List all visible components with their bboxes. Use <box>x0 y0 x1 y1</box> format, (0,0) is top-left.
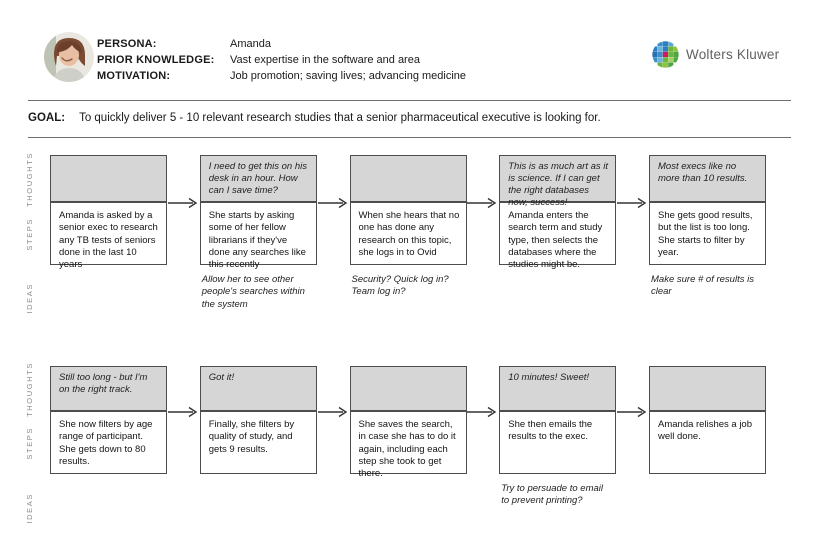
idea-text: Try to persuade to email to prevent printing? <box>501 483 603 507</box>
step-box <box>200 203 317 271</box>
thought-box <box>50 366 167 412</box>
thought-box <box>350 155 467 203</box>
row2-ideas-label: IDEAS <box>24 492 34 524</box>
prior-knowledge-row <box>97 52 420 68</box>
arrow-right-icon <box>466 196 499 208</box>
arrow-right-icon <box>317 405 350 417</box>
motivation-label: MOTIVATION: <box>97 70 171 82</box>
persona-avatar-image <box>44 32 94 82</box>
step-text: Finally, she filters by quality of study, and gets 9 results. <box>208 419 295 455</box>
thought-box <box>350 366 467 412</box>
journey-step-5 <box>649 155 766 311</box>
thought-box <box>200 155 317 203</box>
prior-knowledge-value: Vast expertise in the software and area <box>230 54 420 66</box>
idea-text: Security? Quick log in? Team log in? <box>351 274 449 298</box>
step-box <box>649 203 766 265</box>
step-text: Amanda is asked by a senior exec to research any TB tests of seniors done in the last 10 years <box>59 210 158 271</box>
step-text: She saves the search, in case she has to do it again, including each step she took to get there. <box>358 419 456 480</box>
persona-label: PERSONA: <box>97 38 157 50</box>
journey-row-2 <box>50 366 766 508</box>
step-text: Amanda enters the search term and study type, then selects the databases where the studies might be. <box>508 210 603 271</box>
journey-step-6 <box>50 366 167 508</box>
step-box <box>499 412 616 474</box>
divider-top <box>28 100 791 101</box>
wolters-kluwer-logo <box>652 41 779 68</box>
journey-step-3 <box>350 155 467 311</box>
step-box <box>50 412 167 474</box>
motivation-row <box>97 68 466 84</box>
step-text: Amanda relishes a job well done. <box>658 419 752 443</box>
journey-step-7 <box>200 366 317 508</box>
thought-text: This is as much art as it is science. If I can get the right databases now, success! <box>508 161 609 209</box>
journey-step-2 <box>200 155 317 311</box>
goal-label: GOAL: <box>28 112 66 124</box>
idea-text: Make sure # of results is clear <box>651 274 754 298</box>
arrow-right-icon <box>616 405 649 417</box>
row2-steps-label: STEPS <box>24 426 34 460</box>
arrow-right-icon <box>466 405 499 417</box>
divider-bottom <box>28 137 791 138</box>
step-box <box>50 203 167 271</box>
thought-text: Got it! <box>208 372 235 383</box>
row1-ideas-label: IDEAS <box>24 282 34 314</box>
wolters-kluwer-logo-text: Wolters Kluwer <box>686 47 780 62</box>
step-box <box>200 412 317 474</box>
step-text: She then emails the results to the exec. <box>508 419 593 443</box>
thought-text: Still too long - but I'm on the right track. <box>59 372 148 396</box>
wolters-kluwer-logo-icon <box>652 41 679 68</box>
step-text: She starts by asking some of her fellow librarians if they've done any searches like this recently <box>208 210 306 271</box>
thought-text: 10 minutes! Sweet! <box>508 372 590 383</box>
step-box <box>350 203 467 265</box>
step-box <box>649 412 766 474</box>
journey-step-10 <box>649 366 766 508</box>
thought-box <box>649 155 766 203</box>
arrow-right-icon <box>317 196 350 208</box>
persona-row <box>97 36 271 52</box>
goal <box>28 112 601 124</box>
arrow-right-icon <box>167 405 200 417</box>
thought-text: Most execs like no more than 10 results. <box>658 161 748 185</box>
thought-box <box>200 366 317 412</box>
journey-step-4 <box>499 155 616 311</box>
prior-knowledge-label: PRIOR KNOWLEDGE: <box>97 54 215 66</box>
step-box <box>499 203 616 271</box>
goal-text: To quickly deliver 5 - 10 relevant research studies that a senior pharmaceutical executive is looking for. <box>79 112 601 124</box>
row1-thoughts-label: THOUGHTS <box>24 151 34 207</box>
step-text: When she hears that no one has done any research on this topic, she logs in to Ovid <box>358 210 460 259</box>
arrow-right-icon <box>616 196 649 208</box>
thought-box <box>499 155 616 209</box>
row2-thoughts-label: THOUGHTS <box>24 361 34 417</box>
persona-avatar <box>44 32 94 82</box>
persona-value: Amanda <box>230 38 271 50</box>
idea-text: Allow her to see other people's searches within the system <box>201 274 305 310</box>
row1-steps-label: STEPS <box>24 217 34 251</box>
thought-text: I need to get this on his desk in an hour. How can I save time? <box>208 161 307 197</box>
step-box <box>350 412 467 480</box>
step-text: She gets good results, but the list is too long. She starts to filter by year. <box>658 210 753 259</box>
motivation-value: Job promotion; saving lives; advancing medicine <box>230 70 467 82</box>
journey-step-9 <box>499 366 616 508</box>
journey-step-8 <box>350 366 467 508</box>
journey-row-1 <box>50 155 766 311</box>
thought-box <box>50 155 167 203</box>
step-text: She now filters by age range of participant. She gets down to 80 results. <box>59 419 153 468</box>
journey-step-1 <box>50 155 167 311</box>
arrow-right-icon <box>167 196 200 208</box>
thought-box <box>649 366 766 412</box>
thought-box <box>499 366 616 412</box>
